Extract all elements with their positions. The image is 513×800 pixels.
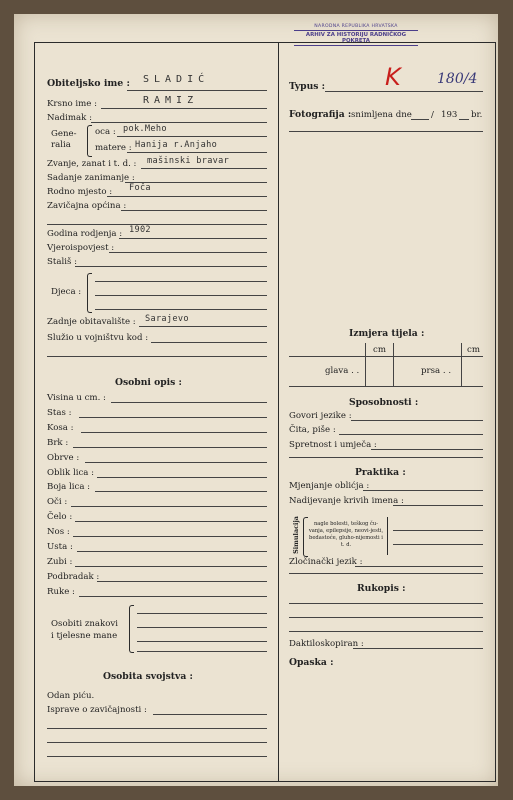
osobni-opis-line [95, 491, 267, 492]
daktiloskopiran-line [353, 648, 483, 649]
stamp-line-1: NARODNA REPUBLIKA HRVATSKA [314, 24, 398, 29]
fotografija-text-2: 193 [441, 110, 458, 120]
zavicajna-opcina-label: Zavičajna općina : [47, 201, 127, 211]
djeca-brace [87, 273, 92, 313]
zadnje-obitavaliste-value: Sarajevo [145, 314, 189, 324]
mjenjanje-line [363, 490, 483, 491]
osobni-opis-line [81, 432, 267, 433]
izmjera-row-line [289, 356, 483, 357]
osobni-opis-label: Visina u cm. : [47, 393, 106, 403]
opaska-heading: Opaska : [289, 657, 334, 668]
sluzio-label: Služio u vojništvu kod : [47, 333, 149, 343]
osobni-opis-label: Usta : [47, 542, 73, 552]
osobni-opis-label: Oblik lica : [47, 467, 95, 478]
osobiti-znakovi-label-1: Osobiti znakovi [51, 619, 118, 629]
rukopis-line-2 [289, 617, 483, 618]
sadanje-zanimanje-label: Sadanje zanimanje : [47, 173, 135, 183]
generalia-brace [87, 125, 92, 157]
odan-picu-label: Odan piću. [47, 691, 95, 701]
osobiti-znakovi-line-2 [137, 627, 267, 628]
typus-label: Typus : [289, 81, 326, 92]
izmjera-heading: Izmjera tijela : [349, 328, 425, 339]
spretnost-label: Spretnost i umječa : [289, 440, 377, 450]
form-frame [34, 42, 496, 782]
matere-value: Hanija r.Anjaho [135, 140, 218, 150]
stalis-line [75, 266, 267, 267]
stalis-label: Stališ : [47, 257, 77, 267]
record-card [14, 14, 498, 786]
vjeroispovjest-line [109, 252, 267, 253]
simulacija-line-2 [393, 544, 483, 545]
izmjera-vline-2 [393, 343, 394, 387]
isprave-line-2 [47, 728, 267, 729]
zadnje-obitavaliste-label: Zadnje obitavalište : [47, 317, 136, 327]
osobni-opis-line [97, 581, 267, 582]
osobni-opis-label: Oči : [47, 497, 68, 508]
sposobnosti-heading: Sposobnosti : [349, 397, 419, 408]
zlocinacki-label: Zločinački jezik : [289, 557, 363, 567]
fotografija-year-line [459, 119, 469, 120]
osobiti-znakovi-brace [129, 605, 134, 653]
godina-rodjenja-label: Godina rodjenja : [47, 229, 123, 239]
osobni-opis-line [111, 402, 267, 403]
djeca-line-3 [95, 309, 267, 310]
simulacija-description: nagle bolesti, teškog ču-vanja, epilepsije, neovi-jesti, bedastoće, gluho-nijemosti i t. d. [308, 521, 384, 548]
obiteljsko-ime-line [127, 90, 267, 91]
osobni-opis-label: Stas : [47, 407, 72, 418]
generalia-label-top: Gene- [51, 129, 77, 139]
djeca-line-2 [95, 295, 267, 296]
cita-pise-line [339, 434, 483, 435]
osobni-opis-line [75, 566, 267, 567]
oca-value: pok.Meho [123, 124, 167, 134]
osobni-opis-label: Zubi : [47, 556, 73, 567]
govori-jezike-label: Govori jezike : [289, 411, 352, 421]
fotografija-line-2 [289, 131, 483, 132]
rodno-mjesto-label: Rodno mjesto : [47, 187, 113, 197]
godina-rodjenja-value: 1902 [129, 225, 151, 235]
generalia-label-bottom: ralia [51, 140, 71, 150]
osobiti-znakovi-line-4 [137, 651, 267, 652]
zavicajna-opcina-line-2 [47, 224, 267, 225]
obiteljsko-ime-value: SLADIĆ [143, 74, 210, 85]
osobni-opis-label: Kosa : [47, 422, 74, 433]
matere-label: matere : [95, 143, 132, 153]
izmjera-glava: glava . . [325, 366, 360, 376]
isprave-line-4 [47, 756, 267, 757]
osobni-opis-line [75, 521, 267, 522]
osobni-opis-line [71, 506, 267, 507]
osobni-opis-line [73, 536, 267, 537]
osobni-opis-label: Obrve : [47, 452, 80, 463]
izmjera-table [289, 343, 483, 387]
stamp-line-2: ARHIV ZA HISTORIJU RADNIČKOG POKRETA [294, 30, 418, 46]
osobni-opis-line [85, 462, 267, 463]
oca-label: oca : [95, 127, 116, 137]
osobni-opis-line [79, 417, 267, 418]
nadimak-label: Nadimak : [47, 113, 92, 123]
osobiti-znakovi-label-2: i tjelesne mane [51, 631, 118, 641]
obiteljsko-ime-label: Obiteljsko ime : [47, 78, 130, 89]
fotografija-label: Fotografija : [289, 109, 352, 120]
godina-rodjenja-line [119, 238, 267, 239]
osobiti-znakovi-line-3 [137, 641, 267, 642]
izmjera-vline-3 [461, 343, 462, 387]
osobiti-znakovi-line-1 [137, 613, 267, 614]
nadijevanje-label: Nadijevanje krivih imena : [289, 496, 404, 506]
osobni-opis-label: Boja lica : [47, 482, 91, 493]
fotografija-day-line [411, 119, 429, 120]
simulacija-side-label [289, 517, 303, 555]
nadimak-line [91, 122, 267, 123]
sluzio-line-2 [47, 356, 267, 357]
red-k-mark: K [385, 63, 401, 91]
fotografija-text-3: br. [471, 110, 483, 120]
spretnost-line [371, 449, 483, 450]
zlocinacki-end-line [289, 573, 483, 574]
rukopis-line-1 [289, 603, 483, 604]
zavicajna-opcina-line [121, 210, 267, 211]
osobni-opis-line [97, 477, 267, 478]
rodno-mjesto-line [107, 196, 267, 197]
isprave-label: Isprave o zavičajnosti : [47, 705, 147, 715]
fotografija-text-1: snimljena dne [351, 110, 412, 120]
vjeroispovjest-label: Vjeroispovjest : [47, 243, 115, 253]
osobni-opis-label: Nos : [47, 527, 70, 538]
oca-line [117, 136, 267, 137]
nadijevanje-line [393, 505, 483, 506]
osobni-opis-line [79, 596, 267, 597]
krsno-ime-value: RAMIZ [143, 95, 199, 106]
simulacija-line-1 [393, 530, 483, 531]
osobita-svojstva-heading: Osobita svojstva : [103, 671, 193, 682]
rodno-mjesto-value: Foča [129, 183, 151, 193]
matere-line [127, 152, 267, 153]
typus-line [325, 91, 483, 92]
osobni-opis-line [73, 447, 267, 448]
djeca-line-1 [95, 281, 267, 282]
osobni-opis-heading: Osobni opis : [115, 377, 182, 388]
osobni-opis-label: Ruke : [47, 586, 75, 597]
krsno-ime-label: Krsno ime : [47, 99, 97, 109]
isprave-line-3 [47, 742, 267, 743]
osobni-opis-label: Čelo : [47, 512, 73, 523]
zlocinacki-line [355, 566, 483, 567]
izmjera-prsa: prsa . . [421, 366, 452, 376]
izmjera-cm-1: cm [373, 345, 386, 355]
simulacija-right-bar [387, 517, 388, 555]
izmjera-cm-2: cm [467, 345, 480, 355]
rukopis-heading: Rukopis : [357, 583, 406, 594]
zvanje-line [141, 168, 267, 169]
rukopis-line-3 [289, 631, 483, 632]
sposobnosti-end-line [289, 457, 483, 458]
krsno-ime-line [101, 108, 267, 109]
govori-jezike-line [351, 420, 483, 421]
isprave-line [153, 714, 267, 715]
izmjera-bottom-line [289, 386, 483, 387]
mjenjanje-label: Mjenjanje oblićja : [289, 481, 370, 491]
daktiloskopiran-label: Daktiloskopiran : [289, 639, 364, 649]
handwritten-number: 180/4 [437, 71, 478, 87]
zvanje-value: mašinski bravar [147, 156, 230, 166]
zvanje-label: Zvanje, zanat i t. d. : [47, 159, 137, 169]
osobni-opis-label: Podbradak : [47, 571, 100, 582]
sluzio-line [151, 342, 267, 343]
praktika-heading: Praktika : [355, 467, 406, 478]
izmjera-vline-1 [365, 343, 366, 387]
cita-pise-label: Čita, piše : [289, 425, 336, 435]
zadnje-obitavaliste-line [139, 326, 267, 327]
simulacija-text: Simulacija [291, 516, 300, 554]
fotografija-slash: / [431, 110, 434, 120]
osobni-opis-line [77, 551, 267, 552]
column-divider [278, 43, 279, 781]
osobni-opis-label: Brk : [47, 437, 69, 448]
djeca-label: Djeca : [51, 287, 82, 297]
